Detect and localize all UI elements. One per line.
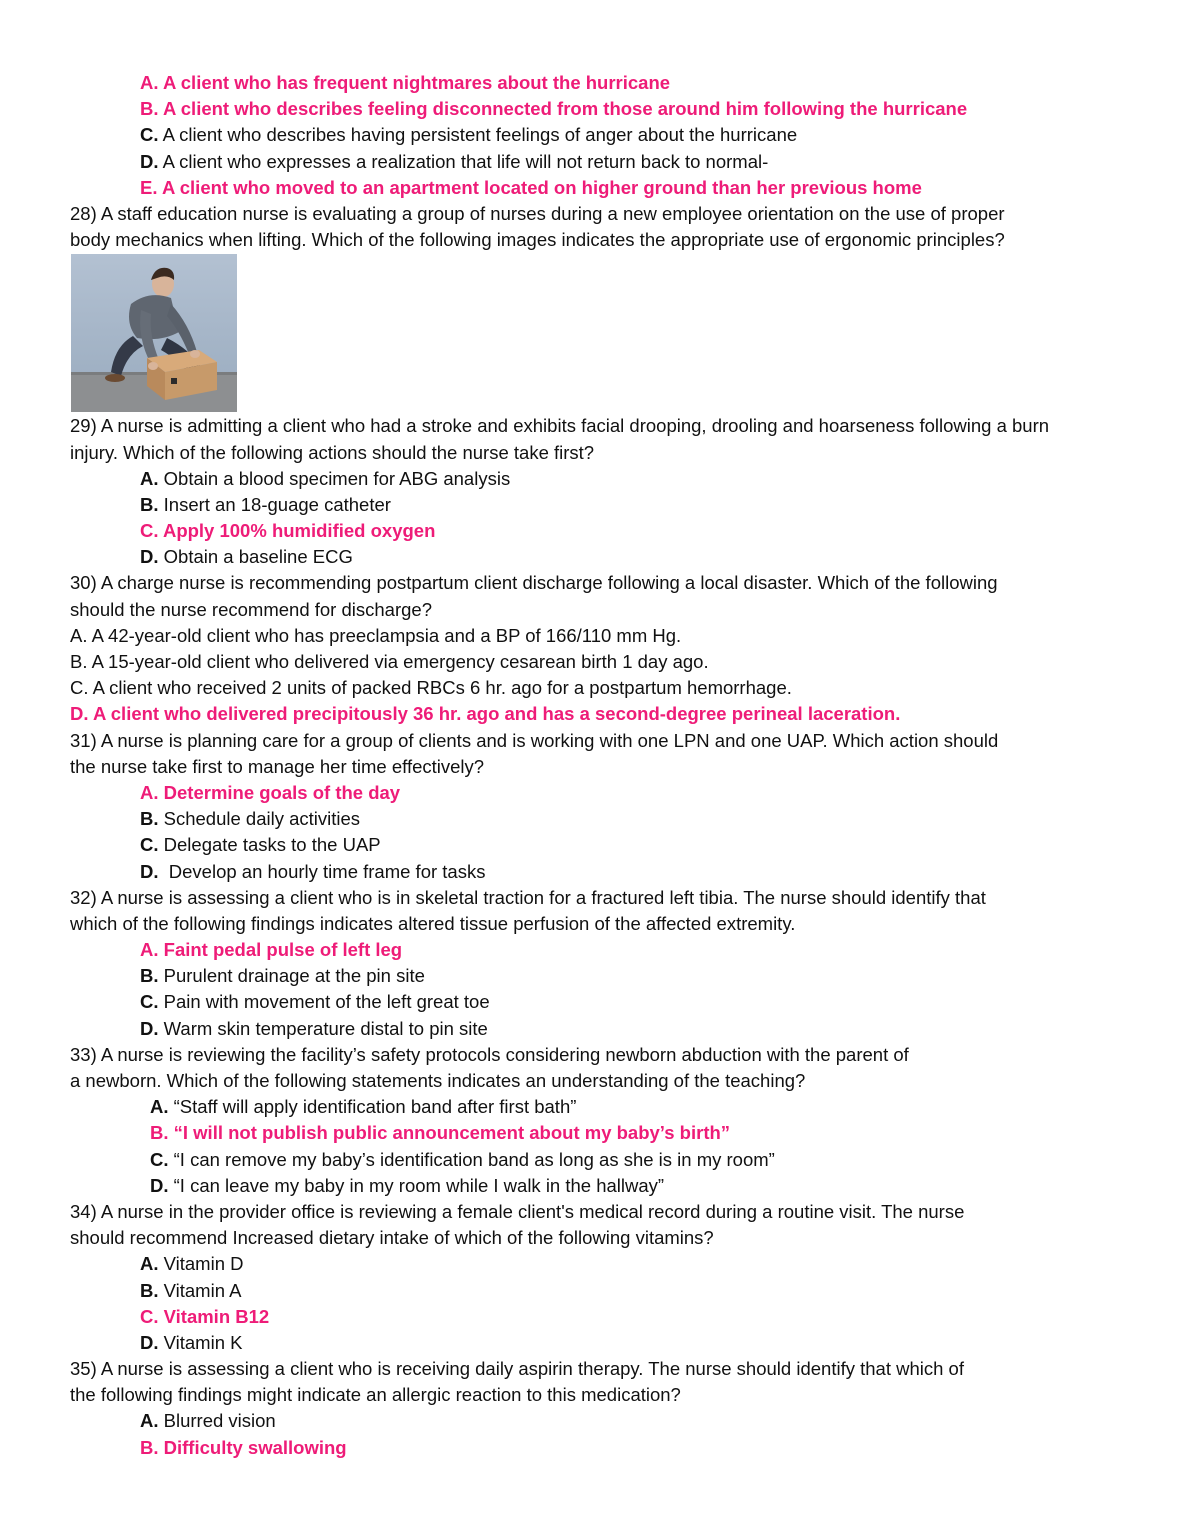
q28-stem-line-1: 28) A staff education nurse is evaluating a group of nurses during a new employee orientation on the use of proper (70, 202, 1005, 224)
q30-option-d: D. A client who delivered precipitously 36 hr. ago and has a second-degree perineal laceration. (70, 703, 901, 725)
q34-stem-line-2: should recommend Increased dietary intake of which of the following vitamins? (70, 1227, 714, 1249)
q34-stem-line-1: 34) A nurse in the provider office is reviewing a female client's medical record during a routine visit. The nurse (70, 1200, 965, 1222)
q35-option-b: B. Difficulty swallowing (140, 1436, 347, 1458)
q29-option-b: B. Insert an 18-guage catheter (140, 493, 391, 515)
q33-option-d: D. “I can leave my baby in my room while I walk in the hallway” (150, 1174, 665, 1196)
q31-stem-line-1: 31) A nurse is planning care for a group of clients and is working with one LPN and one UAP. Which action should (70, 729, 999, 751)
q30-option-b: B. A 15-year-old client who delivered via emergency cesarean birth 1 day ago. (70, 651, 709, 672)
q30-option-c: C. A client who received 2 units of packed RBCs 6 hr. ago for a postpartum hemorrhage. (70, 677, 792, 699)
q32-stem-line-1: 32) A nurse is assessing a client who is in skeletal traction for a fractured left tibia. The nurse should identify that (70, 886, 986, 908)
q30-stem-line-2: should the nurse recommend for discharge? (70, 598, 432, 620)
q33-option-b: B. “I will not publish public announcement about my baby’s birth” (150, 1122, 731, 1144)
q28-stem-line-2: body mechanics when lifting. Which of the following images indicates the appropriate use of ergonomic principles? (70, 229, 1005, 251)
q29-option-a: A. Obtain a blood specimen for ABG analysis (140, 467, 511, 489)
q27-option-a: A. A client who has frequent nightmares about the hurricane (140, 72, 671, 93)
q33-option-a: A. “Staff will apply identification band after first bath” (150, 1096, 577, 1118)
q34-option-d: D. Vitamin K (140, 1331, 243, 1353)
q35-stem-line-2: the following findings might indicate an allergic reaction to this medication? (70, 1384, 681, 1406)
q35-option-a: A. Blurred vision (140, 1410, 276, 1432)
q31-option-d: D. Develop an hourly time frame for tasks (140, 860, 486, 882)
q32-option-b: B. Purulent drainage at the pin site (140, 965, 425, 987)
q29-stem-line-1: 29) A nurse is admitting a client who had a stroke and exhibits facial drooping, drooling and hoarseness following a burn (70, 415, 1050, 437)
q27-option-e: E. A client who moved to an apartment located on higher ground than her previous home (140, 176, 922, 198)
q29-stem-line-2: injury. Which of the following actions should the nurse take first? (70, 441, 595, 463)
q31-option-b: B. Schedule daily activities (140, 808, 361, 830)
q32-option-c: C. Pain with movement of the left great toe (140, 991, 490, 1013)
q34-option-a: A. Vitamin D (140, 1253, 244, 1275)
q30-option-a: A. A 42-year-old client who has preeclampsia and a BP of 166/110 mm Hg. (70, 624, 682, 646)
q30-stem-line-1: 30) A charge nurse is recommending postpartum client discharge following a local disaster. Which of the following (70, 572, 998, 594)
lifting-box-illustration (71, 254, 237, 412)
q32-option-a: A. Faint pedal pulse of left leg (140, 939, 403, 961)
q29-option-d: D. Obtain a baseline ECG (140, 546, 353, 568)
q31-option-a: A. Determine goals of the day (140, 781, 401, 803)
q34-option-c: C. Vitamin B12 (140, 1305, 270, 1327)
document-page (70, 70, 1130, 1461)
q29-option-c: C. Apply 100% humidified oxygen (140, 520, 436, 542)
q27-option-b: B. A client who describes feeling disconnected from those around him following the hurricane (140, 98, 968, 120)
q33-option-c: C. “I can remove my baby’s identification band as long as she is in my room” (150, 1148, 775, 1170)
q33-stem-line-1: 33) A nurse is reviewing the facility’s safety protocols considering newborn abduction with the parent of (70, 1043, 909, 1065)
q32-stem-line-2: which of the following findings indicates altered tissue perfusion of the affected extremity. (70, 912, 796, 934)
q27-option-c: C. A client who describes having persistent feelings of anger about the hurricane (140, 124, 798, 146)
q35-stem-line-1: 35) A nurse is assessing a client who is receiving daily aspirin therapy. The nurse should identify that which of (70, 1358, 964, 1380)
q27-option-d: D. A client who expresses a realization that life will not return back to normal- (140, 150, 769, 172)
lifting-box-photo (71, 254, 237, 412)
q31-stem-line-2: the nurse take first to manage her time effectively? (70, 755, 485, 777)
q34-option-b: B. Vitamin A (140, 1279, 242, 1301)
q33-stem-line-2: a newborn. Which of the following statements indicates an understanding of the teaching? (70, 1070, 806, 1091)
q31-option-c: C. Delegate tasks to the UAP (140, 834, 381, 856)
q32-option-d: D. Warm skin temperature distal to pin site (140, 1017, 488, 1039)
